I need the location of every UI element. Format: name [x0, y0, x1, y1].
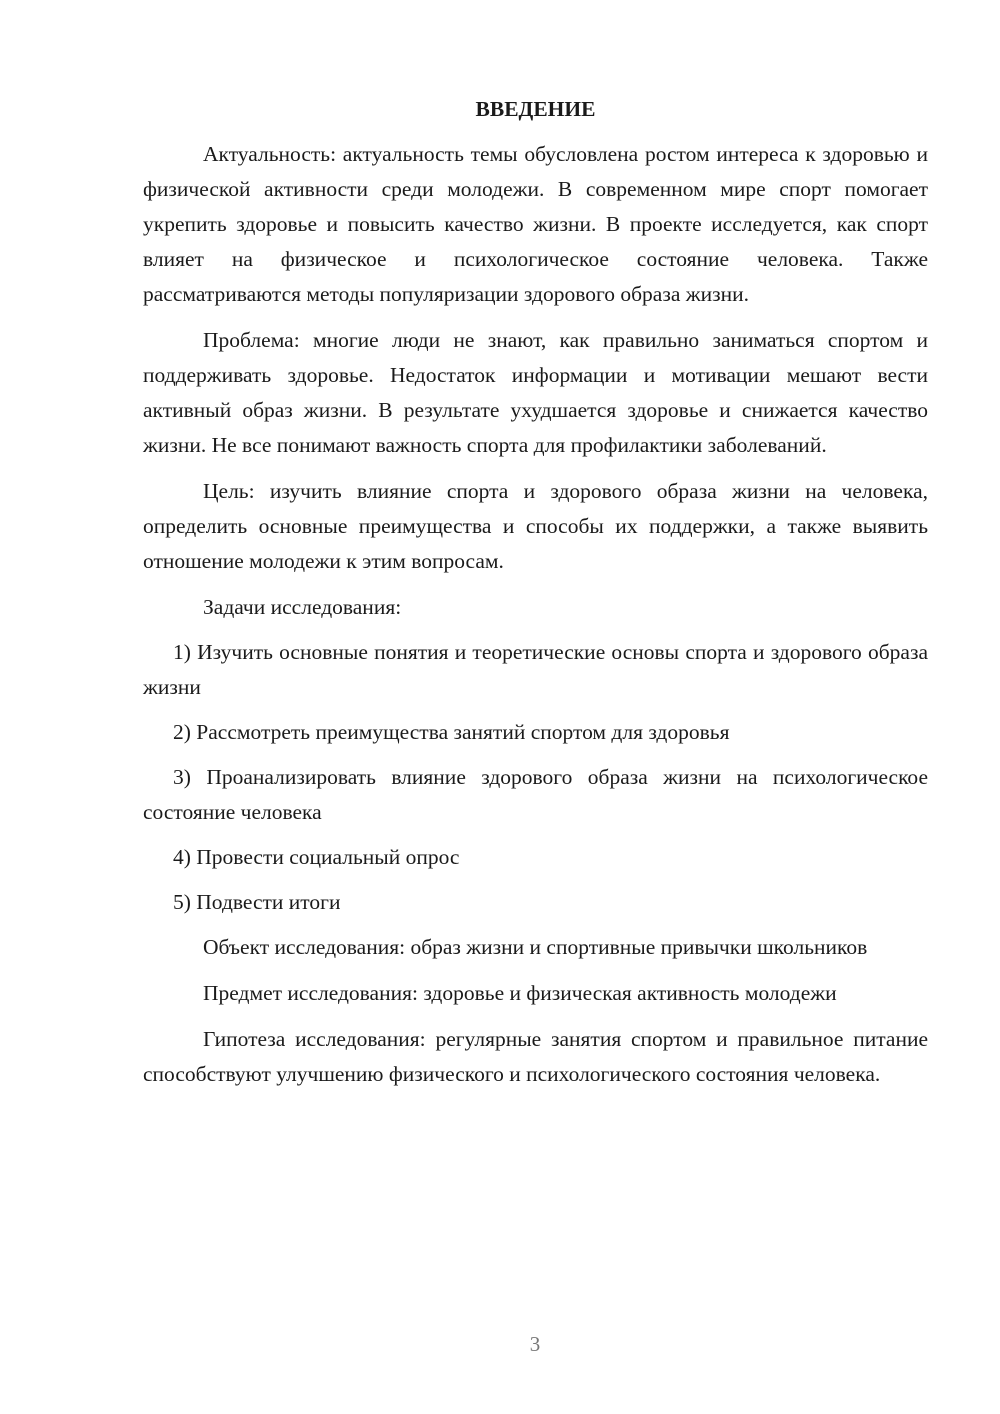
section-title: ВВЕДЕНИЕ: [475, 97, 596, 121]
problem-paragraph: Проблема: многие люди не знают, как правильно заниматься спортом и поддерживать здоровье. Недостаток информации и мотивации мешают вести активный образ жизни. В результате ухудшается здоровье и снижается качество жизни. Не все понимают важность спорта для профилактики заболеваний.: [143, 328, 928, 457]
task-item-2: 2) Рассмотреть преимущества занятий спортом для здоровья: [173, 720, 730, 744]
relevance-paragraph: Актуальность: актуальность темы обусловлена ростом интереса к здоровью и физической активности среди молодежи. В современном мире спорт помогает укрепить здоровье и повысить качество жизни. В проекте исследуется, как спорт влияет на физическое и психологическое состояние человека. Также рассматриваются методы популяризации здорового образа жизни.: [143, 142, 928, 306]
task-item-5: 5) Подвести итоги: [173, 890, 341, 914]
subject-paragraph: Предмет исследования: здоровье и физическая активность молодежи: [203, 981, 837, 1005]
goal-paragraph: Цель: изучить влияние спорта и здорового образа жизни на человека, определить основные преимущества и способы их поддержки, а также выявить отношение молодежи к этим вопросам.: [143, 479, 928, 573]
tasks-heading: Задачи исследования:: [203, 595, 402, 619]
object-paragraph: Объект исследования: образ жизни и спортивные привычки школьников: [203, 935, 868, 959]
page-number: 3: [529, 1332, 541, 1356]
task-item-3: 3) Проанализировать влияние здорового образа жизни на психологическое состояние человека: [143, 765, 928, 824]
document-page: [143, 92, 928, 1103]
task-item-4: 4) Провести социальный опрос: [173, 845, 460, 869]
task-item-1: 1) Изучить основные понятия и теоретические основы спорта и здорового образа жизни: [143, 640, 928, 699]
hypothesis-paragraph: Гипотеза исследования: регулярные занятия спортом и правильное питание способствуют улучшению физического и психологического состояния человека.: [143, 1027, 928, 1086]
